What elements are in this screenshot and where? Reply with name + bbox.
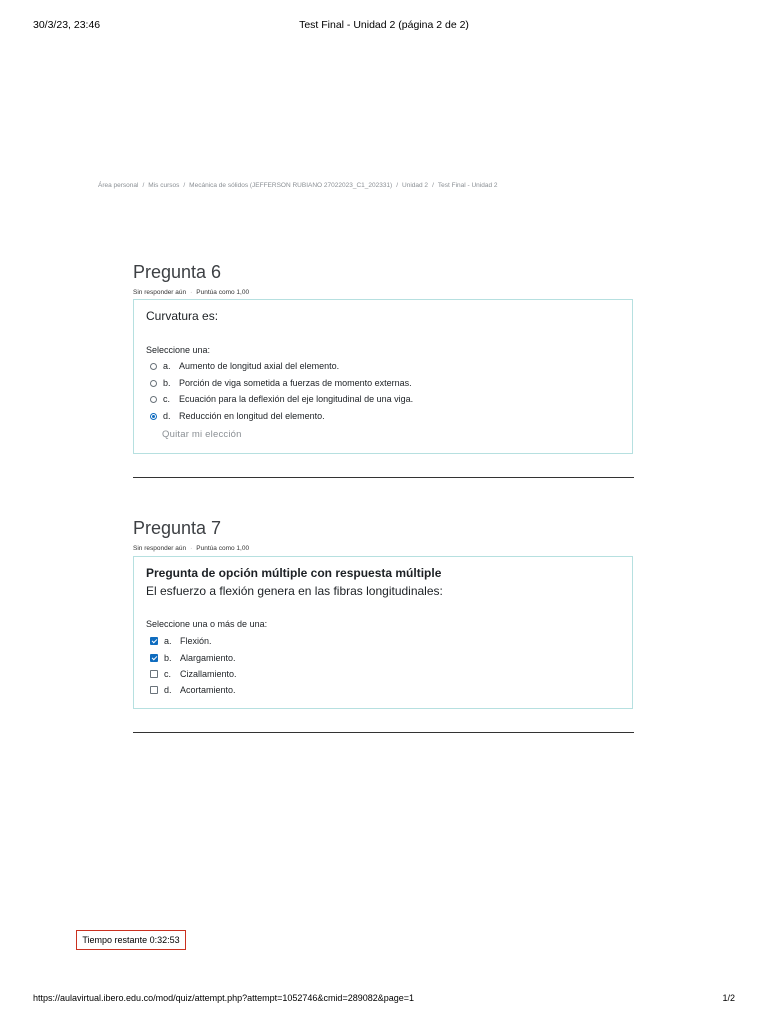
- question-7-option-b[interactable]: [150, 652, 236, 664]
- radio-unselected-icon[interactable]: [150, 363, 157, 370]
- checkbox-checked-icon[interactable]: [150, 654, 158, 662]
- question-7-status: Sin responder aún: [133, 545, 187, 552]
- question-7-title: Pregunta 7: [133, 518, 222, 538]
- question-6-option-c[interactable]: [150, 393, 413, 405]
- breadcrumb-separator: /: [142, 182, 145, 189]
- option-letter: d.: [163, 411, 171, 421]
- option-letter: b.: [163, 378, 171, 388]
- breadcrumb-separator: /: [396, 182, 399, 189]
- question-6-status: Sin responder aún: [133, 289, 187, 296]
- question-7-box: [133, 556, 633, 709]
- option-letter: a.: [163, 361, 171, 371]
- print-footer-page-number: 1/2: [722, 993, 735, 1003]
- radio-unselected-icon[interactable]: [150, 396, 157, 403]
- question-6-prompt: Seleccione una:: [146, 345, 211, 355]
- breadcrumb-item-course[interactable]: Mecánica de sólidos (JEFFERSON RUBIANO 27022023_C1_202331): [189, 182, 393, 189]
- question-7-option-a[interactable]: [150, 635, 212, 647]
- breadcrumb-separator: /: [183, 182, 186, 189]
- breadcrumb-item-home[interactable]: Área personal: [98, 182, 139, 189]
- breadcrumb-item-unit[interactable]: Unidad 2: [402, 182, 429, 189]
- option-label: Aumento de longitud axial del elemento.: [179, 361, 340, 371]
- checkbox-checked-icon[interactable]: [150, 637, 158, 645]
- info-separator: ·: [190, 289, 193, 296]
- option-letter: c.: [164, 669, 172, 679]
- option-label: Cizallamiento.: [180, 669, 237, 679]
- question-6-text: Curvatura es:: [146, 309, 219, 323]
- breadcrumb: [98, 182, 498, 189]
- option-label: Ecuación para la deflexión del eje longitudinal de una viga.: [179, 394, 414, 404]
- print-header-title: Test Final - Unidad 2 (página 2 de 2): [299, 19, 469, 31]
- option-label: Alargamiento.: [180, 653, 236, 663]
- question-6-box: [133, 299, 633, 454]
- question-divider: [133, 477, 634, 478]
- clear-choice-link[interactable]: Quitar mi elección: [162, 429, 242, 440]
- question-7-info: [133, 545, 249, 552]
- breadcrumb-separator: /: [432, 182, 434, 189]
- question-6-info: [133, 289, 249, 296]
- question-7-option-c[interactable]: [150, 668, 237, 680]
- question-6-option-d[interactable]: [150, 410, 325, 422]
- question-6-title: Pregunta 6: [133, 262, 222, 282]
- option-letter: c.: [163, 394, 171, 404]
- checkbox-unchecked-icon[interactable]: [150, 670, 158, 678]
- question-6-option-b[interactable]: [150, 377, 412, 389]
- breadcrumb-item-courses[interactable]: Mis cursos: [148, 182, 180, 189]
- breadcrumb-item-quiz[interactable]: Test Final - Unidad 2: [437, 182, 498, 189]
- checkbox-unchecked-icon[interactable]: [150, 686, 158, 694]
- question-6-option-a[interactable]: [150, 360, 339, 372]
- print-footer-url: https://aulavirtual.ibero.edu.co/mod/quiz/attempt.php?attempt=1052746&cmid=289082&page=1: [33, 993, 415, 1003]
- question-6-points: Puntúa como 1,00: [196, 289, 250, 296]
- radio-selected-icon[interactable]: [150, 413, 157, 420]
- option-label: Acortamiento.: [180, 685, 236, 695]
- time-remaining-timer: Tiempo restante 0:32:53: [76, 930, 186, 950]
- question-divider: [133, 732, 634, 733]
- info-separator: ·: [190, 545, 193, 552]
- print-header-date: 30/3/23, 23:46: [33, 19, 101, 31]
- question-7-heading: Pregunta de opción múltiple con respuesta múltiple: [146, 566, 442, 580]
- question-7-points: Puntúa como 1,00: [196, 545, 250, 552]
- question-7-prompt: Seleccione una o más de una:: [146, 619, 268, 629]
- radio-unselected-icon[interactable]: [150, 380, 157, 387]
- question-7-option-d[interactable]: [150, 684, 236, 696]
- option-letter: b.: [164, 653, 172, 663]
- option-label: Flexión.: [180, 636, 212, 646]
- question-7-text: El esfuerzo a flexión genera en las fibras longitudinales:: [146, 584, 443, 598]
- option-label: Reducción en longitud del elemento.: [179, 411, 325, 421]
- option-label: Porción de viga sometida a fuerzas de momento externas.: [179, 378, 412, 388]
- option-letter: d.: [164, 685, 172, 695]
- option-letter: a.: [164, 636, 172, 646]
